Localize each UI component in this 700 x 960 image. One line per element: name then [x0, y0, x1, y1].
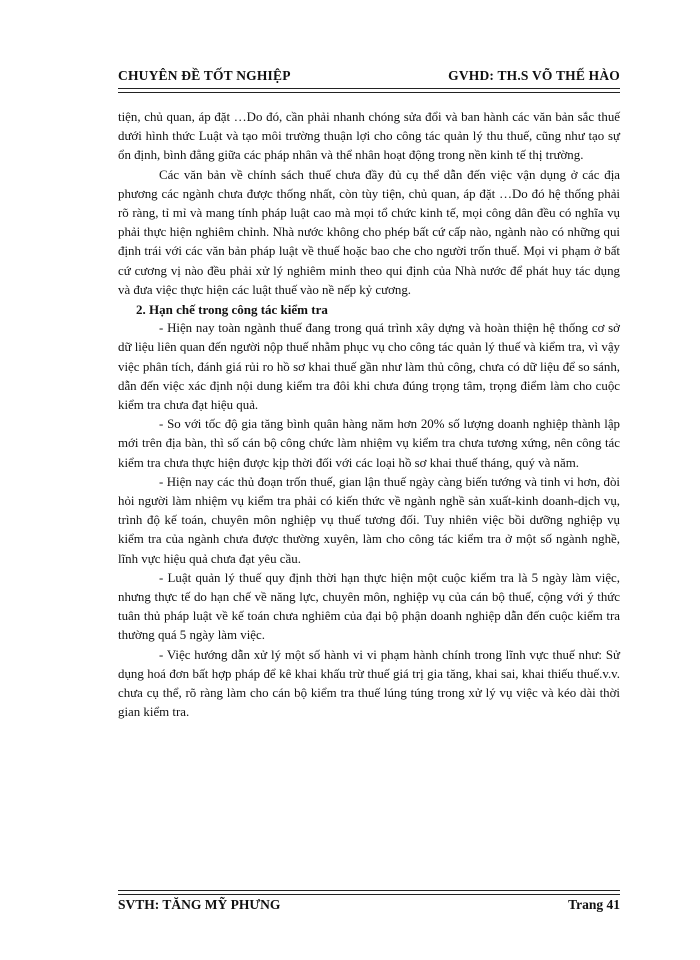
footer-rule [118, 890, 620, 895]
page-number: Trang 41 [568, 897, 620, 912]
paragraph-4: - So với tốc độ gia tăng bình quân hàng năm hơn 20% số lượng doanh nghiệp thành lập mới trên địa bàn, thì số cán bộ công chức làm nhiệm vụ kiểm tra chưa tương xứng, nên công tác kiểm tra chưa thực hiện được kịp thời đối với các loại hồ sơ khai thuế tháng, quý và năm. [118, 417, 620, 470]
paragraph-6: - Luật quản lý thuế quy định thời hạn thực hiện một cuộc kiểm tra là 5 ngày làm việc, nhưng thực tế do hạn chế về năng lực, chuyên môn, nghiệp vụ của cán bộ thuế, cộng với ý thức tuân thủ pháp luật về kế toán chưa nghiêm của đại bộ phận doanh nghiệp dẫn đến cuộc kiểm tra thường quá 5 ngày làm việc. [118, 570, 620, 643]
section-heading: 2. Hạn chế trong công tác kiểm tra [136, 302, 328, 318]
page-footer [118, 897, 620, 913]
page-header [118, 68, 620, 84]
paragraph-2: Các văn bản về chính sách thuế chưa đầy đủ cụ thể dẫn đến việc vận dụng ở các địa phương các ngành chưa được thống nhất, còn tùy tiện, chủ quan, áp đặt …Do đó hệ thống phải rõ ràng, tỉ mỉ và mang tính pháp luật cao mà mọi tổ chức kinh tế, mọi công dân đều có nghĩa vụ phải thực hiện nghiêm chỉnh. Nhà nước không cho phép bất cứ cấp nào, ngành nào có những qui định trái với các văn bản pháp luật về thuế hoặc bao che cho người trốn thuế. Mọi vi phạm ở bất cứ cương vị nào đều phải xử lý nghiêm minh theo qui định của Nhà nước để phát huy tác dụng và đưa việc thực hiện các luật thuế vào nề nếp kỷ cương. [118, 167, 620, 297]
paragraph-1: tiện, chủ quan, áp đặt …Do đó, cần phải nhanh chóng sửa đổi và ban hành các văn bản sắc thuế dưới hình thức Luật và tạo môi trường thuận lợi cho công tác quản lý thu thuế, cũng như tạo sự ổn định, bình đẳng giữa các pháp nhân và thể nhân hoạt động trong nền kinh tế thị trường. [118, 110, 620, 163]
page-body [118, 108, 620, 723]
paragraph-7: - Việc hướng dẫn xử lý một số hành vi vi phạm hành chính trong lĩnh vực thuế như: Sử dụng hoá đơn bất hợp pháp để kê khai khấu trừ thuế giá trị gia tăng, khai sai, khai thiếu thuế.v.v. chưa cụ thể, rõ ràng làm cho cán bộ kiểm tra thuế lúng túng trong xử lý vụ việc và kéo dài thời gian kiểm tra. [118, 647, 620, 720]
paragraph-5: - Hiện nay các thủ đoạn trốn thuế, gian lận thuế ngày càng biến tướng và tinh vi hơn, đòi hỏi người làm nhiệm vụ kiểm tra phải có kiến thức về ngành nghề sản xuất-kinh doanh-dịch vụ, trình độ kế toán, chuyên môn nghiệp vụ thuế tương đối. Tuy nhiên việc bồi dưỡng nghiệp vụ kiểm tra của ngành chưa được thường xuyên, làm cho công tác kiểm tra ở một số ngành nghề, lĩnh vực hiệu quả chưa đạt yêu cầu. [118, 474, 620, 566]
paragraph-3: - Hiện nay toàn ngành thuế đang trong quá trình xây dựng và hoàn thiện hệ thống cơ sở dữ liệu liên quan đến người nộp thuế nhằm phục vụ cho công tác quản lý thuế và kiểm tra, vì vậy việc phân tích, đánh giá rủi ro hồ sơ khai thuế gần như làm thủ công, chưa có dữ liệu để so sánh, dẫn đến việc xác định nội dung kiểm tra đôi khi chưa đúng trọng tâm, trọng điểm làm cho cuộc kiểm tra chưa đạt hiệu quả. [118, 321, 620, 413]
header-advisor: GVHD: TH.S VÕ THẾ HÀO [448, 68, 620, 83]
header-title: CHUYÊN ĐỀ TỐT NGHIỆP [118, 68, 291, 83]
header-rule [118, 88, 620, 93]
footer-author: SVTH: TĂNG MỸ PHƯNG [118, 897, 281, 912]
